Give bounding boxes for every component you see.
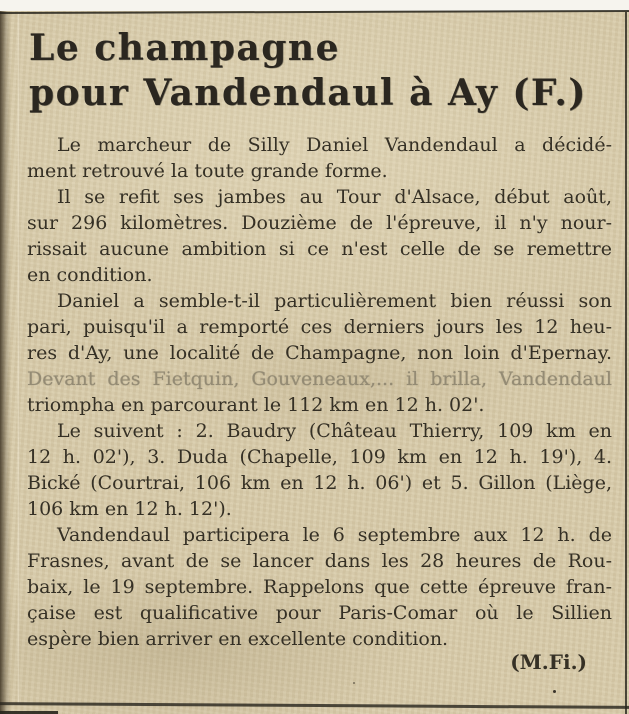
text-line: baix, le 19 septembre. Rappelons que cette épreuve fran- xyxy=(27,576,612,598)
text-line: res d'Ay, une localité de Champagne, non loin d'Epernay. xyxy=(27,342,612,364)
paragraph xyxy=(27,418,612,522)
text-line: en condition. xyxy=(27,264,153,286)
article-byline: (M.Fi.) xyxy=(510,650,587,674)
text-line: rissait aucune ambition si ce n'est celle de se remettre xyxy=(27,238,612,260)
article-headline xyxy=(29,26,604,116)
text-line: ment retrouvé la toute grande forme. xyxy=(27,160,388,182)
text-line: Bické (Courtrai, 106 km en 12 h. 06') et 5. Gillon (Liège, xyxy=(27,472,612,494)
text-line: sur 296 kilomètres. Douzième de l'épreuve, il n'y nour- xyxy=(27,212,612,234)
text-line: pari, puisqu'il a remporté ces derniers jours les 12 heu- xyxy=(27,316,612,338)
paragraph xyxy=(27,184,612,288)
text-line: Il se refit ses jambes au Tour d'Alsace, début août, xyxy=(57,186,612,208)
article-body xyxy=(27,132,612,652)
ink-speck xyxy=(353,682,355,684)
ink-speck xyxy=(553,690,556,693)
text-line: Vandendaul participera le 6 septembre aux 12 h. de xyxy=(57,524,612,546)
headline-line-2: pour Vandendaul à Ay (F.) xyxy=(29,72,587,114)
text-line: Daniel a semble-t-il particulièrement bien réussi son xyxy=(57,290,612,312)
clipping-left-edge-shadow xyxy=(0,11,11,714)
paragraph xyxy=(27,522,612,652)
paragraph xyxy=(27,288,612,418)
right-edge-rule xyxy=(625,12,627,714)
text-line: 106 km en 12 h. 12'). xyxy=(27,498,232,520)
paper-crease xyxy=(17,12,20,704)
text-line: Devant des Fietquin, Gouveneaux,... il brilla, Vandendaul xyxy=(27,368,612,390)
text-line: Le marcheur de Silly Daniel Vandendaul a décidé- xyxy=(57,134,612,156)
paragraph xyxy=(27,132,612,184)
text-line: espère bien arriver en excellente condition. xyxy=(27,628,449,650)
text-line: Frasnes, avant de se lancer dans les 28 heures de Rou- xyxy=(27,550,612,572)
text-line: Le suivent : 2. Baudry (Château Thierry, 109 km en xyxy=(57,420,612,442)
text-line: 12 h. 02'), 3. Duda (Chapelle, 109 km en 12 h. 19'), 4. xyxy=(27,446,612,468)
headline-line-1: Le champagne xyxy=(29,27,341,69)
text-line: çaise est qualificative pour Paris-Comar où le Sillien xyxy=(27,602,612,624)
text-line: triompha en parcourant le 112 km en 12 h. 02'. xyxy=(27,394,485,416)
